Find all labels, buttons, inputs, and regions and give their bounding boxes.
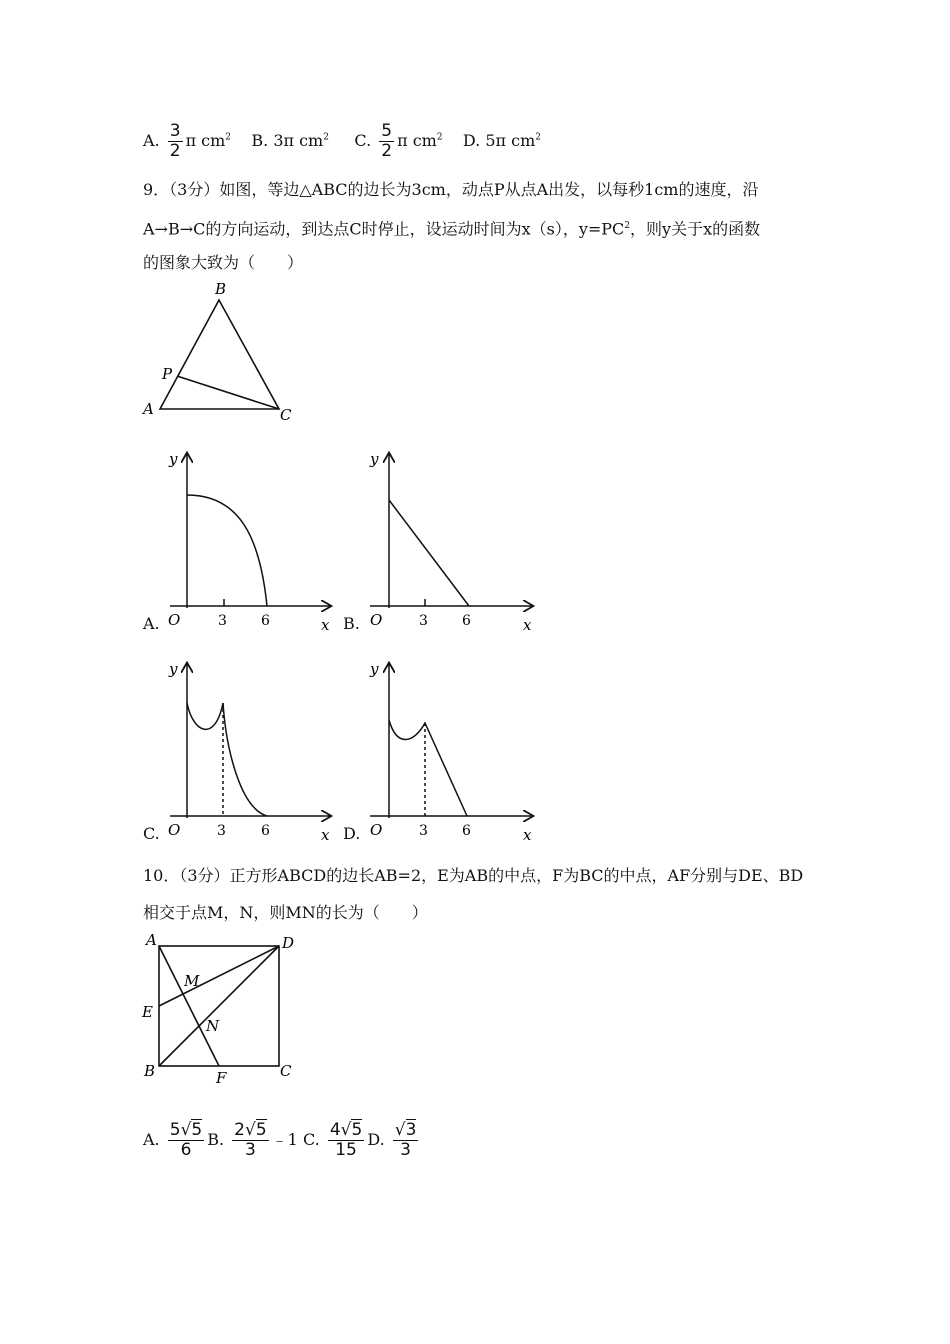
- origin-label: O: [370, 611, 383, 629]
- label-n: N: [206, 1017, 220, 1035]
- q9-graph-b: [362, 448, 542, 633]
- x-label: x: [321, 826, 330, 843]
- q9-graph-a: [160, 448, 340, 633]
- x-label: x: [523, 826, 532, 843]
- tick-label-6: 6: [462, 823, 471, 839]
- label-f: F: [216, 1069, 227, 1087]
- x-label: x: [523, 616, 532, 633]
- q10-option-c-label: C.: [302, 1130, 320, 1149]
- curve-a: [187, 495, 267, 606]
- q9-line-2: A→B→C的方向运动，到达点C时停止，设运动时间为x（s），$y=PC^2$，则y关于x的函数: [143, 219, 761, 239]
- x-label: x: [321, 616, 330, 633]
- label-a: A: [146, 931, 157, 949]
- q9-line-3: 的图象大致为（ ）: [143, 253, 304, 272]
- y-label: y: [370, 450, 379, 468]
- q8-option-b-text: 3π cm: [273, 131, 324, 150]
- q8-option-c-fraction: $\frac{5}{2}$: [381, 121, 393, 161]
- tick-label-3: 3: [217, 823, 226, 839]
- triangle-abc: [160, 300, 279, 409]
- origin-label: O: [168, 821, 181, 839]
- label-e: E: [142, 1003, 153, 1021]
- q9-line-1: 9．（3分）如图，等边△ABC的边长为3cm，动点P从点A出发，以每秒1cm的速度，沿: [143, 180, 759, 199]
- label-m: M: [184, 972, 200, 990]
- q9-graph-a-label: A.: [143, 614, 160, 633]
- origin-label: O: [168, 611, 181, 629]
- q10-line-1: 10．（3分）正方形ABCD的边长AB=2，E为AB的中点，F为BC的中点，AF分别与DE、BD: [143, 866, 804, 885]
- tick-label-3: 3: [218, 613, 227, 629]
- q8-option-a-fraction: $\frac{3}{2}$: [169, 121, 181, 161]
- q10-option-c-fraction: $\frac{4√5}{15}$: [329, 1120, 363, 1160]
- q9-triangle-figure: [140, 280, 300, 425]
- q8-option-b-label: B.: [251, 131, 269, 150]
- q10-option-a-label: A.: [143, 1130, 160, 1149]
- tick-label-3: 3: [419, 823, 428, 839]
- q10-square-figure: [140, 928, 305, 1088]
- tick-label-6: 6: [261, 823, 270, 839]
- q9-graph-c: [160, 658, 340, 843]
- q10-option-b-fraction: $\frac{2√5}{3}$: [234, 1120, 267, 1160]
- q8-option-c-label: C.: [354, 131, 372, 150]
- q8-option-d-label: D.: [462, 131, 481, 150]
- origin-label: O: [370, 821, 383, 839]
- q10-option-d-fraction: $\frac{√3}{3}$: [394, 1120, 417, 1160]
- y-label: y: [169, 450, 178, 468]
- curve-d: [389, 720, 467, 816]
- segment-bd: [159, 946, 279, 1066]
- label-c: C: [280, 1062, 292, 1080]
- q10-option-d-label: D.: [367, 1130, 385, 1149]
- y-label: y: [370, 660, 379, 678]
- q10-option-a-fraction: $\frac{5√5}{6}$: [169, 1120, 203, 1160]
- q8-option-d-text: 5π cm: [485, 131, 536, 150]
- q8-options: A. $\frac{3}{2}$ π $cm^2$ B. 3π $cm^2$ C. $\frac{5}{2}$ π $cm^2$ D. 5π $cm^2$: [143, 121, 541, 161]
- q9-graph-d: [362, 658, 542, 843]
- q10-line-2: 相交于点M，N，则MN的长为（ ）: [143, 903, 428, 922]
- q9-graph-d-label: D.: [343, 824, 361, 843]
- label-c: C: [280, 406, 292, 424]
- tick-label-6: 6: [261, 613, 270, 629]
- label-d: D: [282, 934, 295, 952]
- q10-option-b-tail: ﹣1: [271, 1130, 298, 1149]
- label-p: P: [162, 365, 173, 383]
- label-b: B: [144, 1062, 156, 1080]
- segment-de: [159, 946, 279, 1006]
- label-a: A: [143, 400, 154, 418]
- segment-af: [159, 946, 219, 1066]
- tick-label-6: 6: [462, 613, 471, 629]
- curve-c: [187, 703, 267, 816]
- q10-option-b-label: B.: [207, 1130, 225, 1149]
- tick-label-3: 3: [419, 613, 428, 629]
- q9-graph-b-label: B.: [343, 614, 360, 633]
- line-b: [389, 500, 469, 606]
- y-label: y: [169, 660, 178, 678]
- q8-option-a-label: A.: [143, 131, 160, 150]
- label-b: B: [215, 280, 227, 298]
- q10-options: [143, 1121, 421, 1160]
- q9-graph-c-label: C.: [143, 824, 160, 843]
